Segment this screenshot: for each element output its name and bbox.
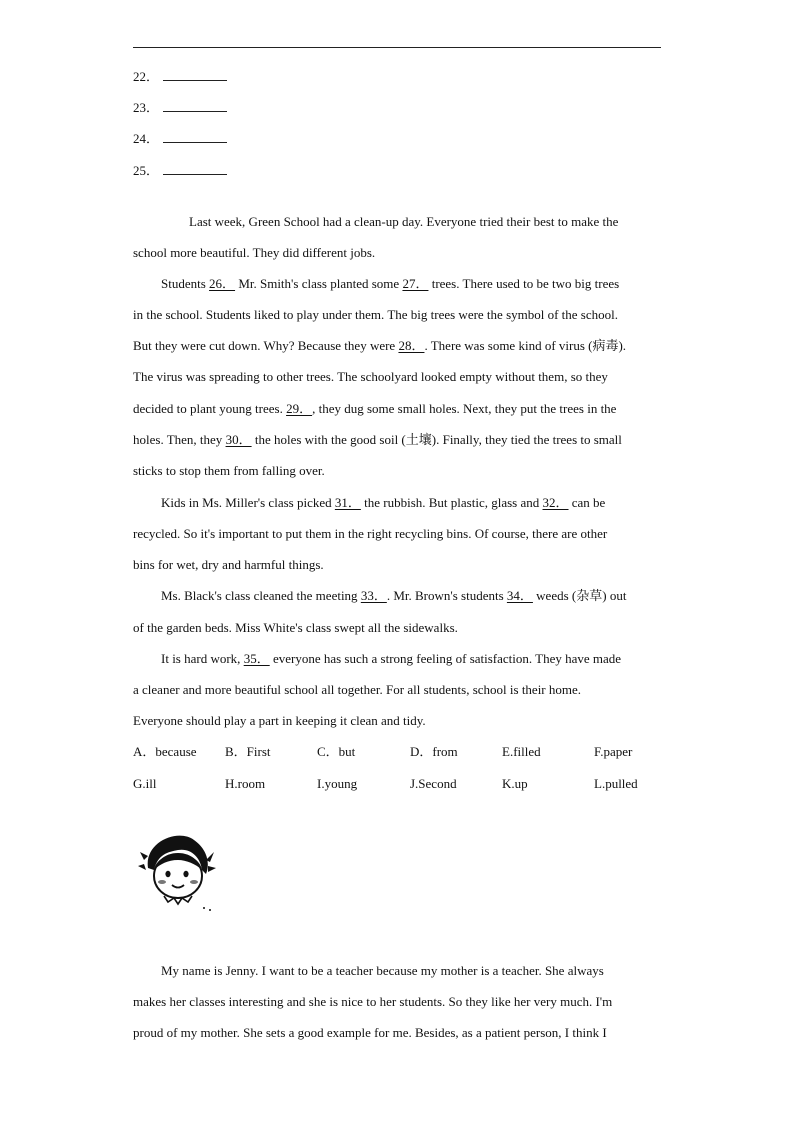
option-g[interactable]: G.ill	[133, 776, 157, 791]
option-c[interactable]: C．but	[317, 744, 356, 759]
passage-line: Students 26． Mr. Smith's class planted some 27． trees. There used to be two big trees	[133, 274, 661, 294]
passage-line: decided to plant young trees. 29．, they dug some small holes. Next, they put the trees in the	[133, 399, 661, 419]
option-f[interactable]: F.paper	[594, 744, 633, 759]
answer-blank[interactable]	[163, 160, 227, 175]
jenny-line: My name is Jenny. I want to be a teacher because my mother is a teacher. She always	[161, 963, 604, 978]
passage-line: Everyone should play a part in keeping it clean and tidy.	[133, 713, 426, 728]
blank-28[interactable]: 28．	[398, 338, 425, 353]
passage-line: But they were cut down. Why? Because they were 28．. There was some kind of virus (病毒).	[133, 336, 661, 356]
option-d[interactable]: D．from	[410, 744, 458, 759]
passage-line: Ms. Black's class cleaned the meeting 33．. Mr. Brown's students 34． weeds (杂草) out	[133, 586, 661, 606]
option-a[interactable]: A．because	[133, 744, 197, 759]
jenny-line: makes her classes interesting and she is nice to her students. So they like her very much. I'm	[133, 994, 613, 1009]
blank-30[interactable]: 30．	[225, 432, 252, 447]
blank-34[interactable]: 34．	[506, 588, 533, 603]
answer-blank[interactable]	[163, 97, 227, 112]
passage-line: Kids in Ms. Miller's class picked 31． the rubbish. But plastic, glass and 32． can be	[133, 493, 661, 513]
option-b[interactable]: B．First	[225, 744, 271, 759]
passage-line: It is hard work, 35． everyone has such a strong feeling of satisfaction. They have made	[133, 649, 661, 669]
options-row-2	[133, 774, 673, 794]
passage-line: Last week, Green School had a clean-up day. Everyone tried their best to make the	[189, 214, 619, 229]
blank-27[interactable]: 27．	[402, 276, 429, 291]
blank-32[interactable]: 32．	[542, 495, 569, 510]
blank-33[interactable]: 33．	[360, 588, 387, 603]
option-k[interactable]: K.up	[502, 776, 528, 791]
blank-29[interactable]: 29．	[286, 401, 313, 416]
answer-line-25[interactable]: 25．	[133, 160, 227, 180]
answer-line-24[interactable]: 24．	[133, 128, 227, 148]
answer-blank[interactable]	[163, 128, 227, 143]
options-row-1	[133, 742, 673, 762]
blank-35[interactable]: 35．	[243, 651, 270, 666]
header-rule	[133, 47, 661, 48]
option-e[interactable]: E.filled	[502, 744, 541, 759]
passage-line: The virus was spreading to other trees. The schoolyard looked empty without them, so they	[133, 369, 608, 384]
answer-blank[interactable]	[163, 66, 227, 81]
passage-line: school more beautiful. They did different jobs.	[133, 245, 376, 260]
passage-line: a cleaner and more beautiful school all together. For all students, school is their home.	[133, 682, 582, 697]
blank-26[interactable]: 26．	[209, 276, 236, 291]
option-h[interactable]: H.room	[225, 776, 266, 791]
jenny-line: proud of my mother. She sets a good example for me. Besides, as a patient person, I think I	[133, 1025, 607, 1040]
passage-line: in the school. Students liked to play under them. The big trees were the symbol of the school.	[133, 307, 618, 322]
passage-line: bins for wet, dry and harmful things.	[133, 557, 324, 572]
option-i[interactable]: I.young	[317, 776, 358, 791]
passage-line: recycled. So it's important to put them in the right recycling bins. Of course, there are other	[133, 526, 608, 541]
girl-illustration-icon	[138, 830, 218, 912]
blank-31[interactable]: 31．	[334, 495, 361, 510]
passage-line: sticks to stop them from falling over.	[133, 463, 325, 478]
passage-line: holes. Then, they 30． the holes with the good soil (土壤). Finally, they tied the trees to small	[133, 430, 661, 450]
option-l[interactable]: L.pulled	[594, 776, 638, 791]
answer-line-23[interactable]: 23．	[133, 97, 227, 117]
answer-line-22[interactable]: 22．	[133, 66, 227, 86]
passage-line: of the garden beds. Miss White's class swept all the sidewalks.	[133, 620, 458, 635]
option-j[interactable]: J.Second	[410, 776, 457, 791]
